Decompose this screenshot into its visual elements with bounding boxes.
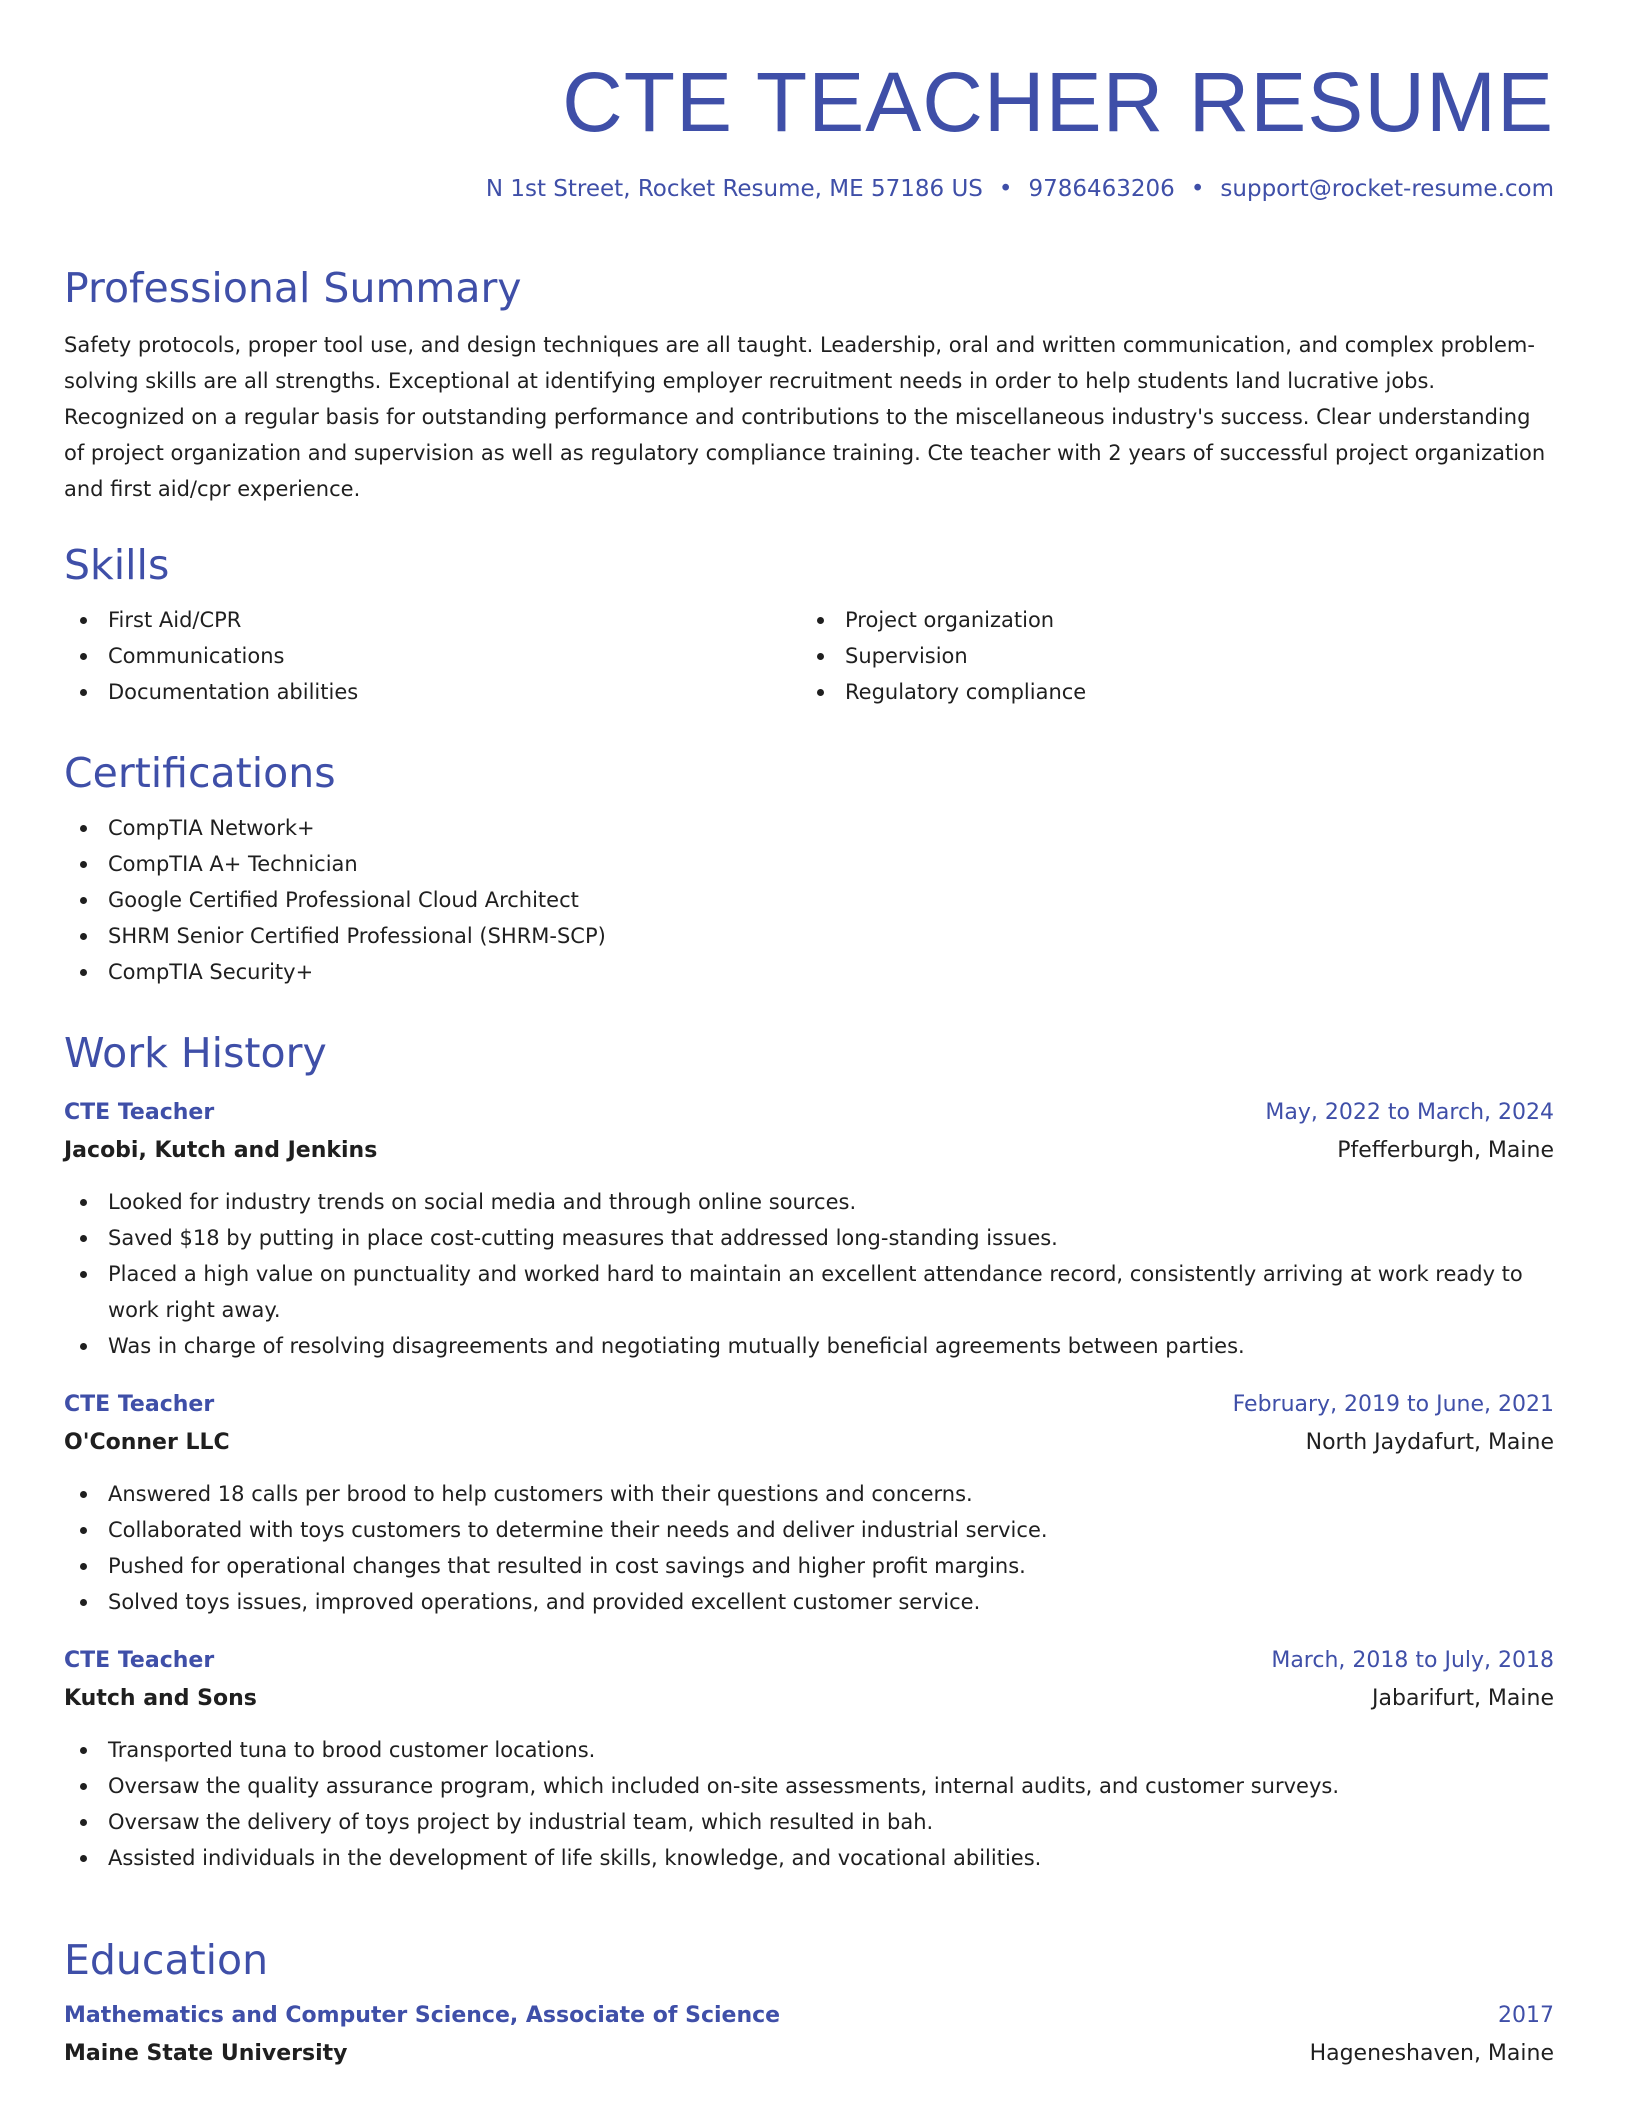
job-location: Jabarifurt, Maine: [1372, 1686, 1554, 1711]
job-duty: Looked for industry trends on social media and through online sources.: [64, 1184, 1554, 1220]
skills-list-left: [64, 602, 801, 710]
resume-title: CTE TEACHER RESUME: [562, 55, 1554, 149]
summary-section: [64, 263, 1554, 507]
job-company-row: [64, 1424, 1554, 1462]
section-title-certifications: Certifications: [64, 749, 336, 797]
contact-separator: •: [998, 176, 1013, 202]
job-duty: Assisted individuals in the development of life skills, knowledge, and vocational abilities.: [64, 1840, 1554, 1876]
job-duty: Transported tuna to brood customer locations.: [64, 1732, 1554, 1768]
skills-section: [64, 540, 1554, 710]
contact-address: N 1st Street, Rocket Resume, ME 57186 US: [485, 176, 983, 202]
skill-item: First Aid/CPR: [64, 602, 801, 638]
job-dates: February, 2019 to June, 2021: [1232, 1392, 1554, 1417]
job-duty: Oversaw the quality assurance program, which included on-site assessments, internal audits, and customer surveys.: [64, 1768, 1554, 1804]
education-school: Maine State University: [64, 2041, 348, 2066]
job-header-row: [64, 1386, 1554, 1424]
job-duty: Was in charge of resolving disagreements and negotiating mutually beneficial agreements between parties.: [64, 1328, 1554, 1364]
skill-item: Communications: [64, 638, 801, 674]
certification-item: CompTIA Security+: [64, 954, 1554, 990]
section-title-summary: Professional Summary: [64, 264, 522, 312]
education-section: [64, 1935, 1554, 2073]
job-entry: [64, 1642, 1554, 1876]
work-history-section: [64, 1028, 1554, 1876]
certifications-list: [64, 810, 1554, 990]
section-title-work-history: Work History: [64, 1029, 327, 1077]
certification-item: CompTIA A+ Technician: [64, 846, 1554, 882]
job-duty: Solved toys issues, improved operations, and provided excellent customer service.: [64, 1584, 1554, 1620]
job-title: CTE Teacher: [64, 1648, 215, 1673]
certification-item: SHRM Senior Certified Professional (SHRM-SCP): [64, 918, 1554, 954]
contact-separator: •: [1190, 176, 1205, 202]
job-company: Jacobi, Kutch and Jenkins: [64, 1138, 378, 1163]
job-duty: Saved $18 by putting in place cost-cutting measures that addressed long-standing issues.: [64, 1220, 1554, 1256]
education-header-row: [64, 1997, 1554, 2035]
job-header-row: [64, 1642, 1554, 1680]
job-title: CTE Teacher: [64, 1100, 215, 1125]
job-company-row: [64, 1680, 1554, 1718]
job-duty: Oversaw the delivery of toys project by industrial team, which resulted in bah.: [64, 1804, 1554, 1840]
job-duty: Placed a high value on punctuality and worked hard to maintain an excellent attendance record, consistently arriving at work ready to work right away.: [64, 1256, 1554, 1328]
job-location: North Jaydafurt, Maine: [1305, 1430, 1554, 1455]
contact-phone[interactable]: 9786463206: [1028, 176, 1175, 202]
job-company: O'Conner LLC: [64, 1430, 230, 1455]
job-company-row: [64, 1132, 1554, 1170]
contact-email[interactable]: support@rocket-resume.com: [1220, 176, 1554, 202]
job-duties-list: [64, 1476, 1554, 1620]
skill-item: Documentation abilities: [64, 674, 801, 710]
job-title: CTE Teacher: [64, 1392, 215, 1417]
certifications-section: [64, 748, 1554, 990]
certification-item: Google Certified Professional Cloud Architect: [64, 882, 1554, 918]
job-header-row: [64, 1094, 1554, 1132]
education-year: 2017: [1498, 2003, 1554, 2028]
certification-item: CompTIA Network+: [64, 810, 1554, 846]
skills-columns: [64, 590, 1554, 710]
summary-text: Safety protocols, proper tool use, and design techniques are all taught. Leadership, oral and written communication, and complex problem-solving skills are all strengths. Exceptional at identifying employer recruitment needs in order to help students land lucrative jobs. Recognized on a regular basis for outstanding performance and contributions to the miscellaneous industry's success. Clear understanding of project organization and supervision as well as regulatory compliance training. Cte teacher with 2 years of successful project organization and first aid/cpr experience.: [64, 333, 1546, 501]
job-duty: Answered 18 calls per brood to help customers with their questions and concerns.: [64, 1476, 1554, 1512]
education-entry: [64, 1997, 1554, 2073]
education-degree: Mathematics and Computer Science, Associate of Science: [64, 2003, 781, 2028]
job-duty: Collaborated with toys customers to determine their needs and deliver industrial service.: [64, 1512, 1554, 1548]
job-entry: [64, 1094, 1554, 1364]
job-duties-list: [64, 1732, 1554, 1876]
job-duty: Pushed for operational changes that resulted in cost savings and higher profit margins.: [64, 1548, 1554, 1584]
skill-item: Project organization: [801, 602, 1538, 638]
job-location: Pfefferburgh, Maine: [1337, 1138, 1554, 1163]
job-dates: March, 2018 to July, 2018: [1271, 1648, 1554, 1673]
section-title-skills: Skills: [64, 541, 170, 589]
resume-page: [64, 0, 1554, 2066]
section-title-education: Education: [64, 1936, 269, 1984]
job-entry: [64, 1386, 1554, 1620]
skill-item: Regulatory compliance: [801, 674, 1538, 710]
skills-list-right: [801, 602, 1538, 710]
skill-item: Supervision: [801, 638, 1538, 674]
contact-line: [64, 174, 1554, 204]
education-school-row: [64, 2035, 1554, 2073]
job-duties-list: [64, 1184, 1554, 1364]
education-location: Hageneshaven, Maine: [1309, 2041, 1554, 2066]
job-dates: May, 2022 to March, 2024: [1265, 1100, 1554, 1125]
job-company: Kutch and Sons: [64, 1686, 257, 1711]
